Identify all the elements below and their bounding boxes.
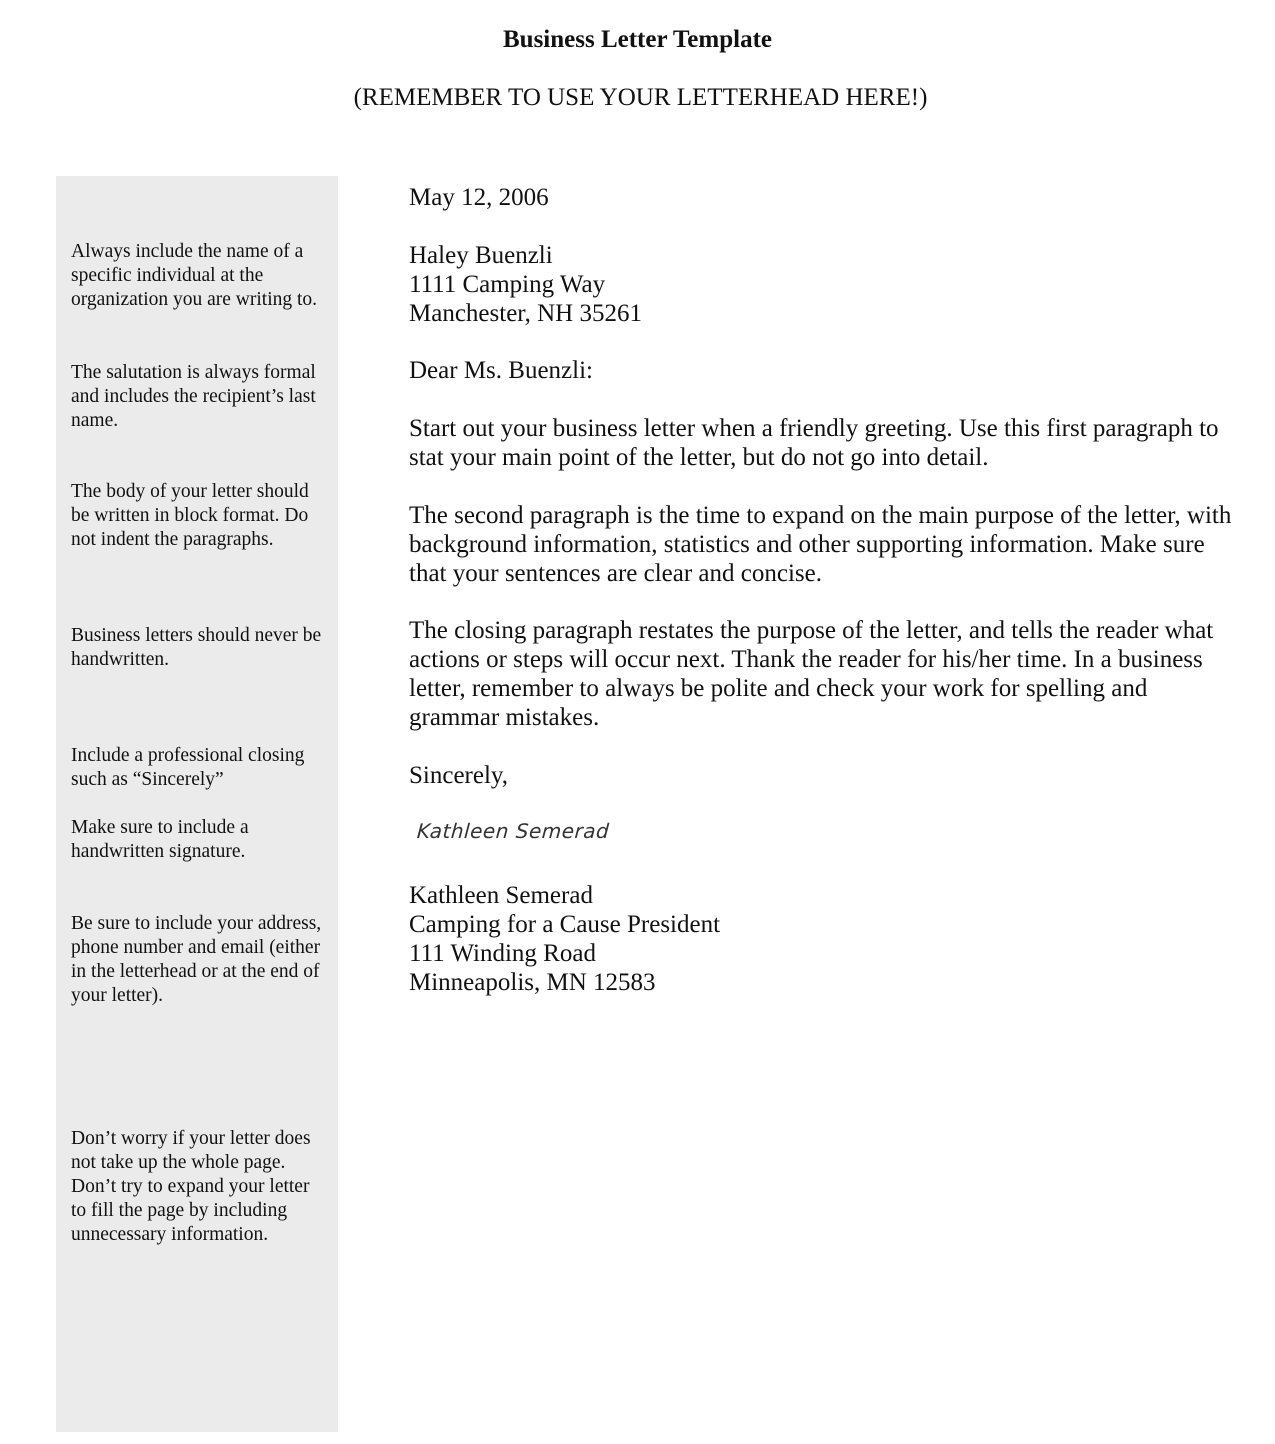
- tip-page-length: Don’t worry if your letter does not take up the whole page. Don’t try to expand your letter to fill the page by including unnecessary information.: [71, 1128, 311, 1245]
- closing: Sincerely,: [409, 762, 509, 789]
- recipient-name: Haley Buenzli: [409, 242, 553, 269]
- recipient-city: Manchester, NH 35261: [409, 300, 642, 327]
- body-paragraph-2: The second paragraph is the time to expand on the main purpose of the letter, with background information, statistics and other supporting information. Make sure that your sentences are clear and concise.: [409, 502, 1232, 587]
- recipient-address: [409, 241, 1239, 328]
- tip-block-format: The body of your letter should be written in block format. Do not indent the paragraphs.: [71, 481, 309, 550]
- tip-contact-info: Be sure to include your address, phone number and email (either in the letterhead or at the end of your letter).: [71, 913, 322, 1006]
- page-title: Business Letter Template: [503, 26, 772, 53]
- sender-street: 111 Winding Road: [409, 940, 596, 967]
- tips-sidebar: [56, 176, 338, 1432]
- tip-recipient-name: Always include the name of a specific individual at the organization you are writing to.: [71, 241, 318, 310]
- letterhead-reminder: (REMEMBER TO USE YOUR LETTERHEAD HERE!): [353, 84, 928, 111]
- body-paragraph-1: Start out your business letter when a friendly greeting. Use this first paragraph to stat your main point of the letter, but do not go into detail.: [409, 415, 1219, 471]
- sender-block: [409, 881, 1239, 997]
- salutation: Dear Ms. Buenzli:: [409, 357, 593, 384]
- tip-salutation: The salutation is always formal and includes the recipient’s last name.: [71, 362, 316, 431]
- body-paragraph-3: The closing paragraph restates the purpose of the letter, and tells the reader what actions or steps will occur next. Thank the reader for his/her time. In a business letter, remember to always be polite and check your work for spelling and grammar mistakes.: [409, 617, 1214, 731]
- tip-not-handwritten: Business letters should never be handwritten.: [71, 625, 322, 670]
- sender-city: Minneapolis, MN 12583: [409, 969, 656, 996]
- letter-date: May 12, 2006: [409, 184, 549, 211]
- sender-name: Kathleen Semerad: [409, 882, 593, 909]
- sender-title: Camping for a Cause President: [409, 911, 721, 938]
- recipient-street: 1111 Camping Way: [409, 271, 606, 298]
- tip-signature: Make sure to include a handwritten signature.: [71, 817, 249, 862]
- tip-closing: Include a professional closing such as “Sincerely”: [71, 745, 305, 790]
- handwritten-signature: Kathleen Semerad: [416, 819, 611, 843]
